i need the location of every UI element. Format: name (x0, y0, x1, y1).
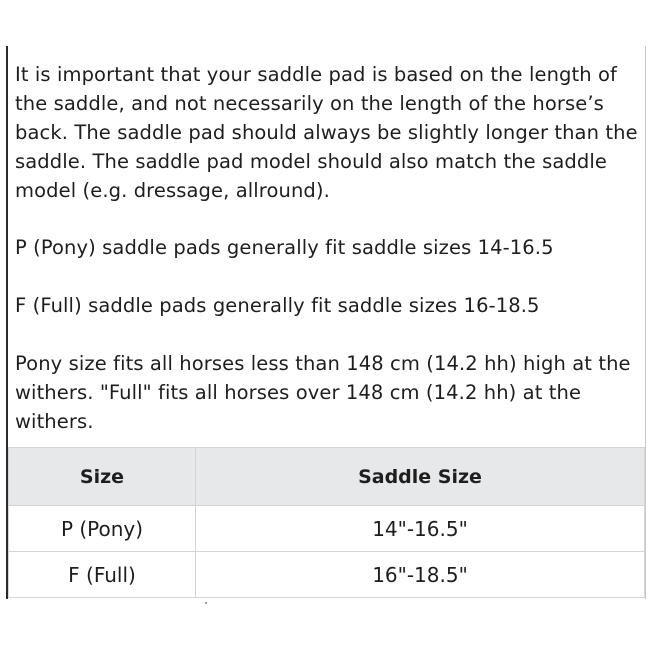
full-fit-paragraph: F (Full) saddle pads generally fit saddle sizes 16-18.5 (15, 294, 540, 317)
table-row (9, 552, 645, 598)
size-table (8, 447, 645, 598)
size-guide-text (15, 60, 640, 464)
cell-size: P (Pony) (9, 506, 196, 552)
cell-saddle-size: 16"-18.5" (196, 552, 645, 598)
table-header-row (9, 448, 645, 506)
header-size: Size (9, 448, 196, 506)
right-border (645, 46, 646, 599)
cell-saddle-size: 14"-16.5" (196, 506, 645, 552)
header-saddle-size: Saddle Size (196, 448, 645, 506)
pony-fit-paragraph: P (Pony) saddle pads generally fit saddle sizes 14-16.5 (15, 236, 554, 259)
table-row (9, 506, 645, 552)
intro-paragraph: It is important that your saddle pad is based on the length of the saddle, and not necessarily on the length of the horse’s back. The saddle pad should always be slightly longer than the saddle. The saddle pad model should also match the saddle model (e.g. dressage, allround). (15, 63, 638, 202)
stray-mark (205, 602, 207, 604)
cell-size: F (Full) (9, 552, 196, 598)
withers-paragraph: Pony size fits all horses less than 148 cm (14.2 hh) high at the withers. "Full" fits all horses over 148 cm (14.2 hh) at the withers. (15, 352, 631, 433)
